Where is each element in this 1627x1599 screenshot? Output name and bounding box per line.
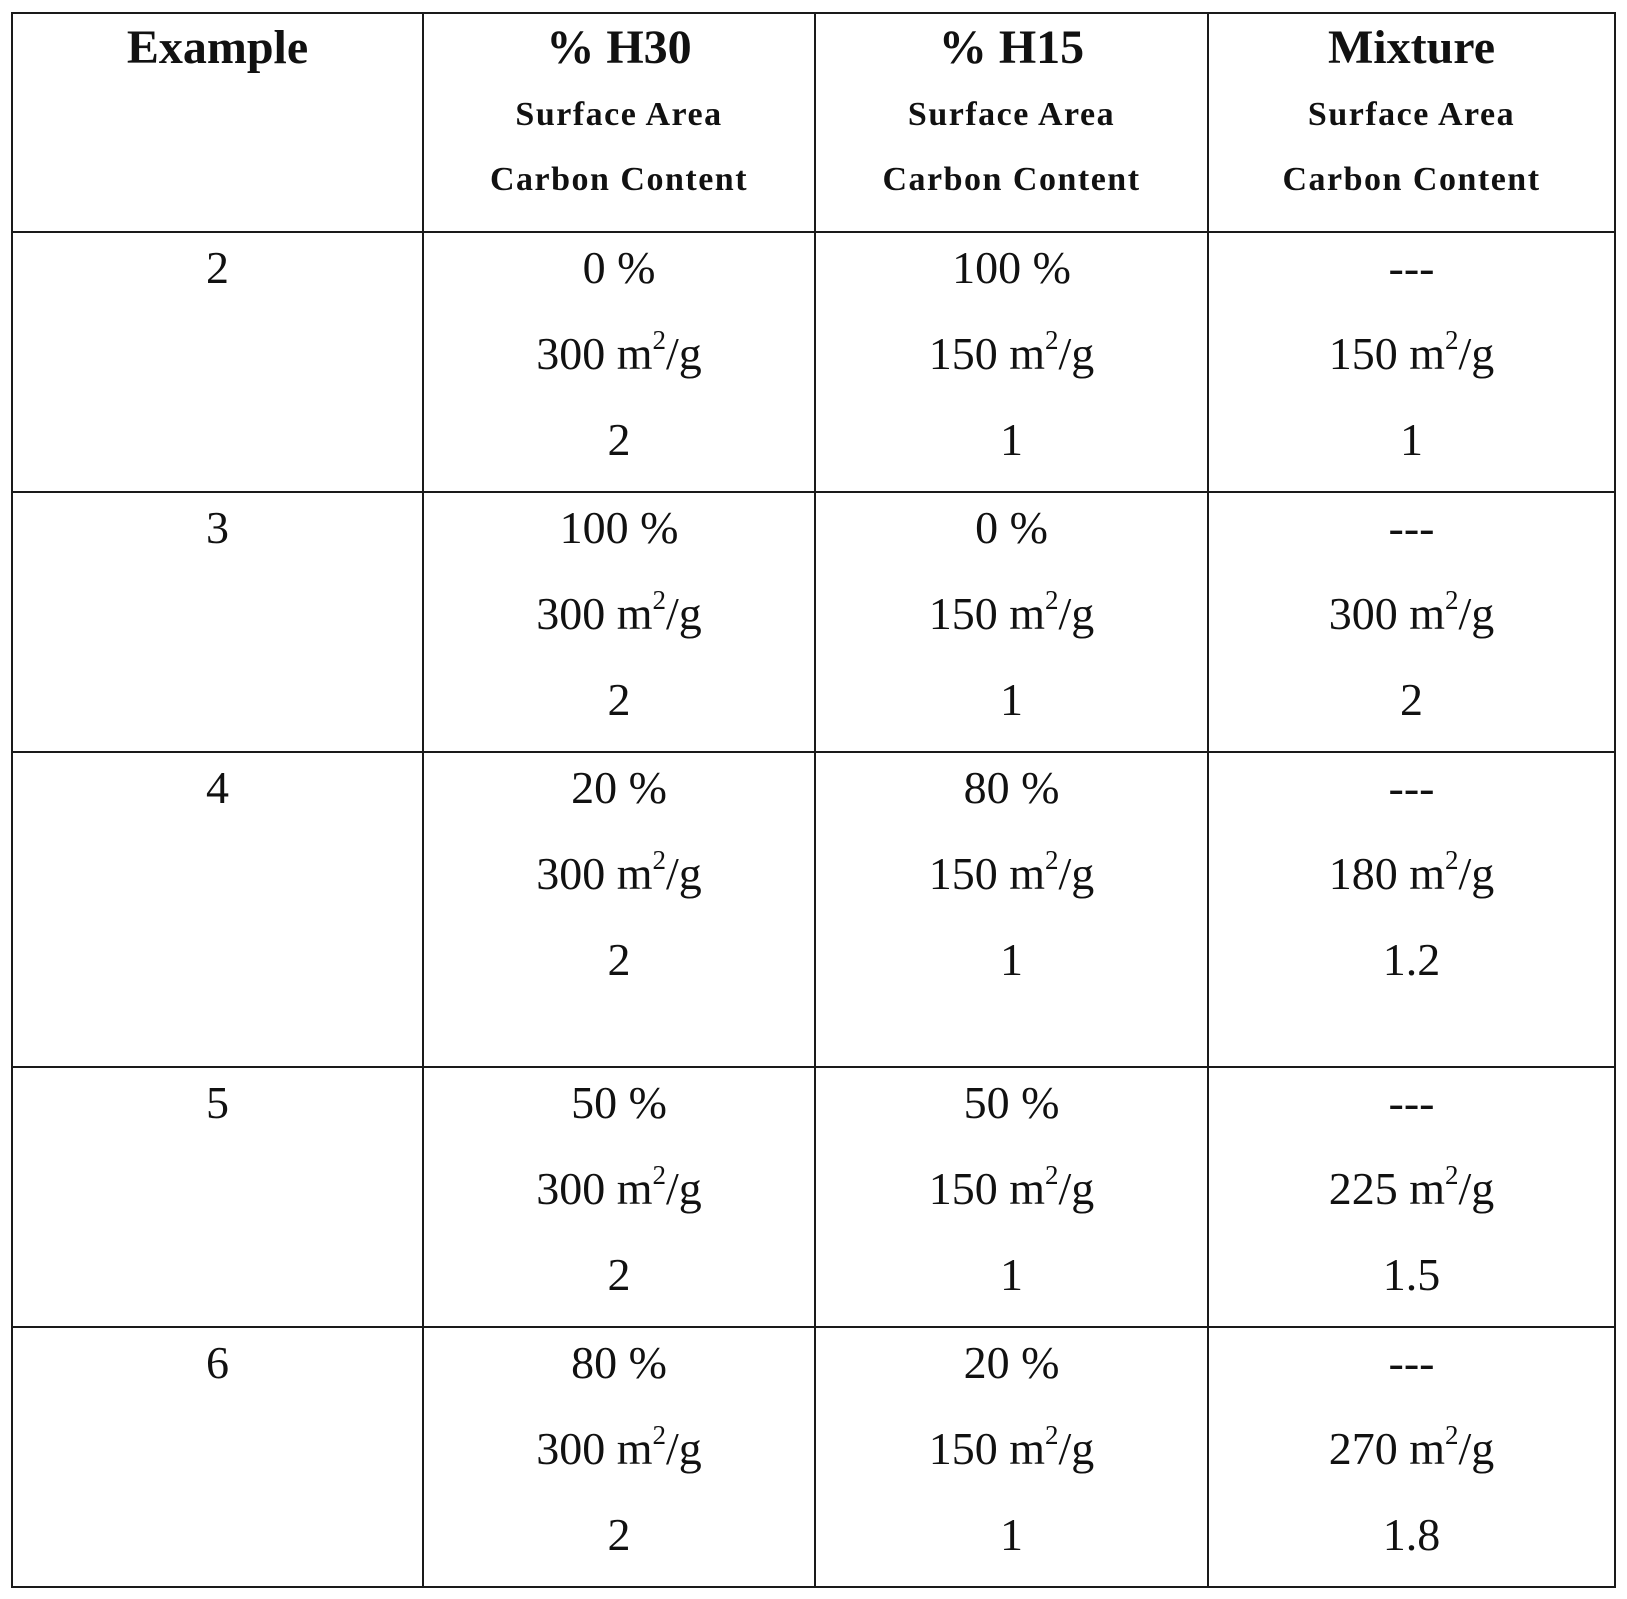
- example-cell: [12, 232, 423, 492]
- mixture-carbon-content: 1.8: [1382, 1509, 1441, 1560]
- area-value: 150: [928, 588, 998, 639]
- unit-base: m: [616, 328, 653, 379]
- h30-cell: [423, 232, 815, 492]
- header-subtitle-carbon-content: Carbon Content: [489, 161, 749, 198]
- unit-tail: /g: [1458, 588, 1495, 639]
- mixture-percent: ---: [1388, 762, 1435, 813]
- h15-carbon-content: 1: [1000, 1509, 1023, 1560]
- mixture-percent: ---: [1388, 1077, 1435, 1128]
- h30-cell: [423, 752, 815, 1067]
- area-value: 150: [928, 328, 998, 379]
- mixture-surface-area: [1209, 1160, 1614, 1214]
- header-subtitle-carbon-content: Carbon Content: [1282, 161, 1541, 198]
- h30-percent: 0 %: [582, 242, 656, 293]
- h15-carbon-content: 1: [1000, 414, 1023, 465]
- header-row: [12, 13, 1615, 232]
- unit-exponent: 2: [652, 1420, 666, 1450]
- header-subtitle-carbon-content: Carbon Content: [882, 161, 1141, 198]
- header-title: % H15: [938, 21, 1085, 74]
- area-value: 300: [536, 588, 606, 639]
- example-number: 2: [206, 242, 229, 293]
- h15-percent: 80 %: [963, 762, 1060, 813]
- unit-exponent: 2: [652, 845, 666, 875]
- unit-base: m: [1409, 1423, 1445, 1474]
- unit-exponent: 2: [1045, 325, 1059, 355]
- unit-tail: /g: [1058, 1423, 1095, 1474]
- mixture-percent: ---: [1388, 1337, 1435, 1388]
- h30-percent: 100 %: [559, 502, 679, 553]
- table-row: [12, 492, 1615, 752]
- h30-surface-area: [424, 845, 814, 899]
- area-value: 300: [536, 1163, 606, 1214]
- unit-tail: /g: [666, 848, 702, 899]
- unit-base: m: [1009, 1423, 1045, 1474]
- mixture-percent: ---: [1388, 242, 1435, 293]
- header-subtitle-surface-area: Surface Area: [1307, 96, 1516, 133]
- unit-base: m: [1409, 588, 1445, 639]
- unit-exponent: 2: [1045, 845, 1059, 875]
- unit-base: m: [1409, 848, 1445, 899]
- h30-cell: [423, 1067, 815, 1327]
- table-row: [12, 232, 1615, 492]
- unit-exponent: 2: [1445, 325, 1459, 355]
- h30-carbon-content: 2: [607, 674, 631, 725]
- unit-exponent: 2: [652, 1160, 666, 1190]
- mixture-surface-area: [1209, 585, 1614, 639]
- unit-exponent: 2: [1445, 1160, 1459, 1190]
- mixture-cell: [1208, 752, 1615, 1067]
- unit-tail: /g: [666, 1163, 702, 1214]
- unit-base: m: [1009, 1163, 1045, 1214]
- unit-tail: /g: [1458, 1423, 1495, 1474]
- unit-base: m: [616, 848, 653, 899]
- mixture-surface-area: [1209, 845, 1614, 899]
- example-number: 6: [206, 1337, 229, 1388]
- header-title: Mixture: [1327, 21, 1496, 74]
- unit-base: m: [1409, 328, 1445, 379]
- area-value: 300: [536, 1423, 606, 1474]
- h15-surface-area: [816, 325, 1207, 379]
- mixture-surface-area: [1209, 325, 1614, 379]
- area-value: 180: [1328, 848, 1398, 899]
- table-row: [12, 752, 1615, 1067]
- unit-exponent: 2: [1045, 1160, 1059, 1190]
- h30-surface-area: [424, 1420, 814, 1474]
- unit-tail: /g: [666, 588, 702, 639]
- example-cell: [12, 1067, 423, 1327]
- unit-tail: /g: [1458, 848, 1495, 899]
- area-value: 150: [928, 1423, 998, 1474]
- unit-exponent: 2: [652, 325, 666, 355]
- h15-cell: [815, 752, 1208, 1067]
- area-value: 300: [1328, 588, 1398, 639]
- h15-carbon-content: 1: [1000, 1249, 1023, 1300]
- unit-tail: /g: [1058, 588, 1095, 639]
- h15-cell: [815, 232, 1208, 492]
- h15-surface-area: [816, 1160, 1207, 1214]
- example-number: 3: [206, 502, 229, 553]
- h15-cell: [815, 1327, 1208, 1587]
- h30-percent: 80 %: [571, 1337, 667, 1388]
- mixture-carbon-content: 1.5: [1382, 1249, 1441, 1300]
- unit-exponent: 2: [1445, 585, 1459, 615]
- unit-tail: /g: [666, 1423, 702, 1474]
- h30-carbon-content: 2: [607, 1509, 631, 1560]
- header-cell-example: [12, 13, 423, 232]
- area-value: 225: [1328, 1163, 1398, 1214]
- header-cell-h15: [815, 13, 1208, 232]
- h30-carbon-content: 2: [607, 414, 631, 465]
- area-value: 150: [928, 1163, 998, 1214]
- data-table: [11, 12, 1616, 1588]
- header-subtitle-surface-area: Surface Area: [515, 96, 723, 133]
- mixture-carbon-content: 1: [1400, 414, 1423, 465]
- mixture-cell: [1208, 492, 1615, 752]
- area-value: 300: [536, 328, 606, 379]
- h30-carbon-content: 2: [607, 1249, 631, 1300]
- mixture-carbon-content: 1.2: [1382, 934, 1441, 985]
- table-row: [12, 1327, 1615, 1587]
- h15-cell: [815, 1067, 1208, 1327]
- unit-base: m: [616, 588, 653, 639]
- mixture-surface-area: [1209, 1420, 1614, 1474]
- unit-tail: /g: [1058, 328, 1095, 379]
- mixture-percent: ---: [1388, 502, 1435, 553]
- h15-surface-area: [816, 845, 1207, 899]
- unit-base: m: [1409, 1163, 1445, 1214]
- h15-percent: 0 %: [975, 502, 1048, 553]
- mixture-cell: [1208, 1327, 1615, 1587]
- h15-surface-area: [816, 1420, 1207, 1474]
- header-title: Example: [126, 21, 309, 74]
- h30-surface-area: [424, 585, 814, 639]
- example-cell: [12, 492, 423, 752]
- unit-base: m: [1009, 848, 1045, 899]
- unit-tail: /g: [1458, 1163, 1495, 1214]
- h30-cell: [423, 492, 815, 752]
- area-value: 270: [1328, 1423, 1398, 1474]
- h30-surface-area: [424, 325, 814, 379]
- h15-percent: 100 %: [952, 242, 1071, 293]
- h15-percent: 20 %: [963, 1337, 1060, 1388]
- h30-carbon-content: 2: [607, 934, 631, 985]
- unit-base: m: [1009, 328, 1045, 379]
- area-value: 150: [1328, 328, 1398, 379]
- unit-tail: /g: [666, 328, 702, 379]
- mixture-cell: [1208, 232, 1615, 492]
- unit-exponent: 2: [1045, 1420, 1059, 1450]
- example-number: 5: [206, 1077, 229, 1128]
- unit-base: m: [616, 1163, 653, 1214]
- header-cell-h30: [423, 13, 815, 232]
- unit-exponent: 2: [1445, 845, 1459, 875]
- unit-exponent: 2: [652, 585, 666, 615]
- h15-surface-area: [816, 585, 1207, 639]
- unit-tail: /g: [1058, 1163, 1095, 1214]
- example-cell: [12, 1327, 423, 1587]
- mixture-cell: [1208, 1067, 1615, 1327]
- unit-exponent: 2: [1445, 1420, 1459, 1450]
- h15-cell: [815, 492, 1208, 752]
- header-subtitle-surface-area: Surface Area: [907, 96, 1116, 133]
- area-value: 300: [536, 848, 606, 899]
- h15-carbon-content: 1: [1000, 934, 1023, 985]
- h30-percent: 20 %: [571, 762, 667, 813]
- example-number: 4: [206, 762, 229, 813]
- h15-carbon-content: 1: [1000, 674, 1023, 725]
- unit-tail: /g: [1458, 328, 1495, 379]
- h30-cell: [423, 1327, 815, 1587]
- example-cell: [12, 752, 423, 1067]
- unit-exponent: 2: [1045, 585, 1059, 615]
- table-row: [12, 1067, 1615, 1327]
- mixture-carbon-content: 2: [1400, 674, 1423, 725]
- unit-tail: /g: [1058, 848, 1095, 899]
- header-title: % H30: [546, 21, 692, 74]
- header-cell-mixture: [1208, 13, 1615, 232]
- area-value: 150: [928, 848, 998, 899]
- h30-surface-area: [424, 1160, 814, 1214]
- h15-percent: 50 %: [963, 1077, 1060, 1128]
- h30-percent: 50 %: [571, 1077, 667, 1128]
- unit-base: m: [1009, 588, 1045, 639]
- unit-base: m: [616, 1423, 653, 1474]
